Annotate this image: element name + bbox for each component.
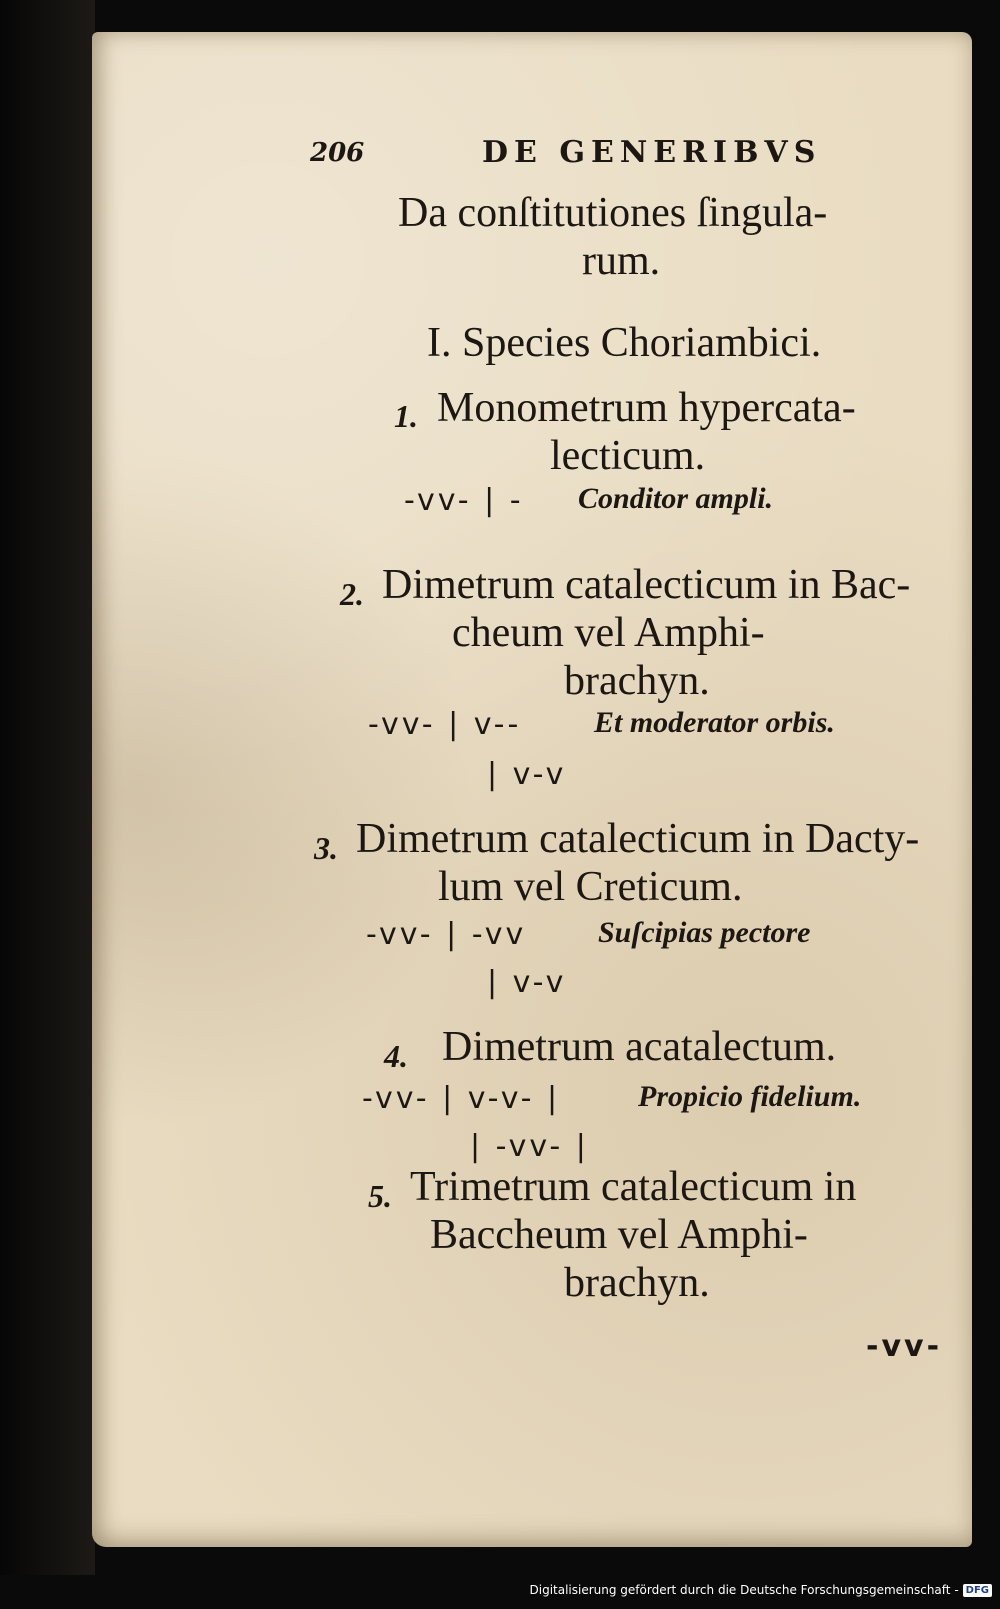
entry-1-example: Conditor ampli. xyxy=(578,482,774,515)
entry-5-title-line-1: Trimetrum catalecticum in xyxy=(410,1164,857,1210)
entry-3-scheme-line-2: | v-v xyxy=(487,965,567,1000)
entry-2-number: 2. xyxy=(340,576,364,612)
entry-4-example: Propicio fidelium. xyxy=(638,1080,862,1113)
catchword: -vv- xyxy=(866,1329,943,1364)
heading-line-1: Da conſtitutiones ſingula- xyxy=(398,190,828,236)
entry-1-scheme-line-1: -vv- | - xyxy=(404,483,524,518)
entry-3-title-line-2: lum vel Creticum. xyxy=(438,864,743,910)
heading-line-2: rum. xyxy=(582,238,661,284)
digitization-credit xyxy=(530,1579,993,1601)
entry-2-title-line-1: Dimetrum catalecticum in Bac- xyxy=(382,562,911,608)
entry-4-title-line-1: Dimetrum acatalectum. xyxy=(442,1024,837,1070)
dfg-logo-icon: DFG xyxy=(963,1584,992,1597)
entry-4-scheme-line-1: -vv- | v-v- | xyxy=(362,1081,561,1116)
footer-text: Digitalisierung gefördert durch die Deutsche Forschungsgemeinschaft - xyxy=(529,1583,959,1597)
entry-5-title-line-2: Baccheum vel Amphi- xyxy=(430,1212,808,1258)
running-head: DE GENERIBVS xyxy=(482,135,822,170)
entry-3-number: 3. xyxy=(314,830,338,866)
entry-3-example: Suſcipias pectore xyxy=(598,916,811,949)
entry-1-title-line-1: Monometrum hypercata- xyxy=(437,385,856,431)
entry-2-title-line-3: brachyn. xyxy=(564,658,710,704)
entry-3-title-line-1: Dimetrum catalecticum in Dacty- xyxy=(356,816,920,862)
entry-2-scheme-line-2: | v-v xyxy=(487,757,567,792)
entry-2-scheme-line-1: -vv- | v-- xyxy=(368,707,522,742)
entry-1-title-line-2: lecticum. xyxy=(550,433,706,479)
book-page xyxy=(92,32,972,1547)
entry-4-scheme-line-2: | -vv- | xyxy=(470,1129,589,1164)
entry-5-number: 5. xyxy=(368,1178,392,1214)
entry-3-scheme-line-1: -vv- | -vv xyxy=(366,917,527,952)
page-number: 206 xyxy=(310,138,365,168)
book-spine-shadow xyxy=(0,0,95,1575)
entry-1-number: 1. xyxy=(394,398,418,434)
section-title: I. Species Choriambici. xyxy=(427,320,822,366)
entry-2-title-line-2: cheum vel Amphi- xyxy=(452,610,765,656)
entry-4-number: 4. xyxy=(384,1038,408,1074)
entry-2-example: Et moderator orbis. xyxy=(594,706,835,739)
entry-5-title-line-3: brachyn. xyxy=(564,1260,710,1306)
